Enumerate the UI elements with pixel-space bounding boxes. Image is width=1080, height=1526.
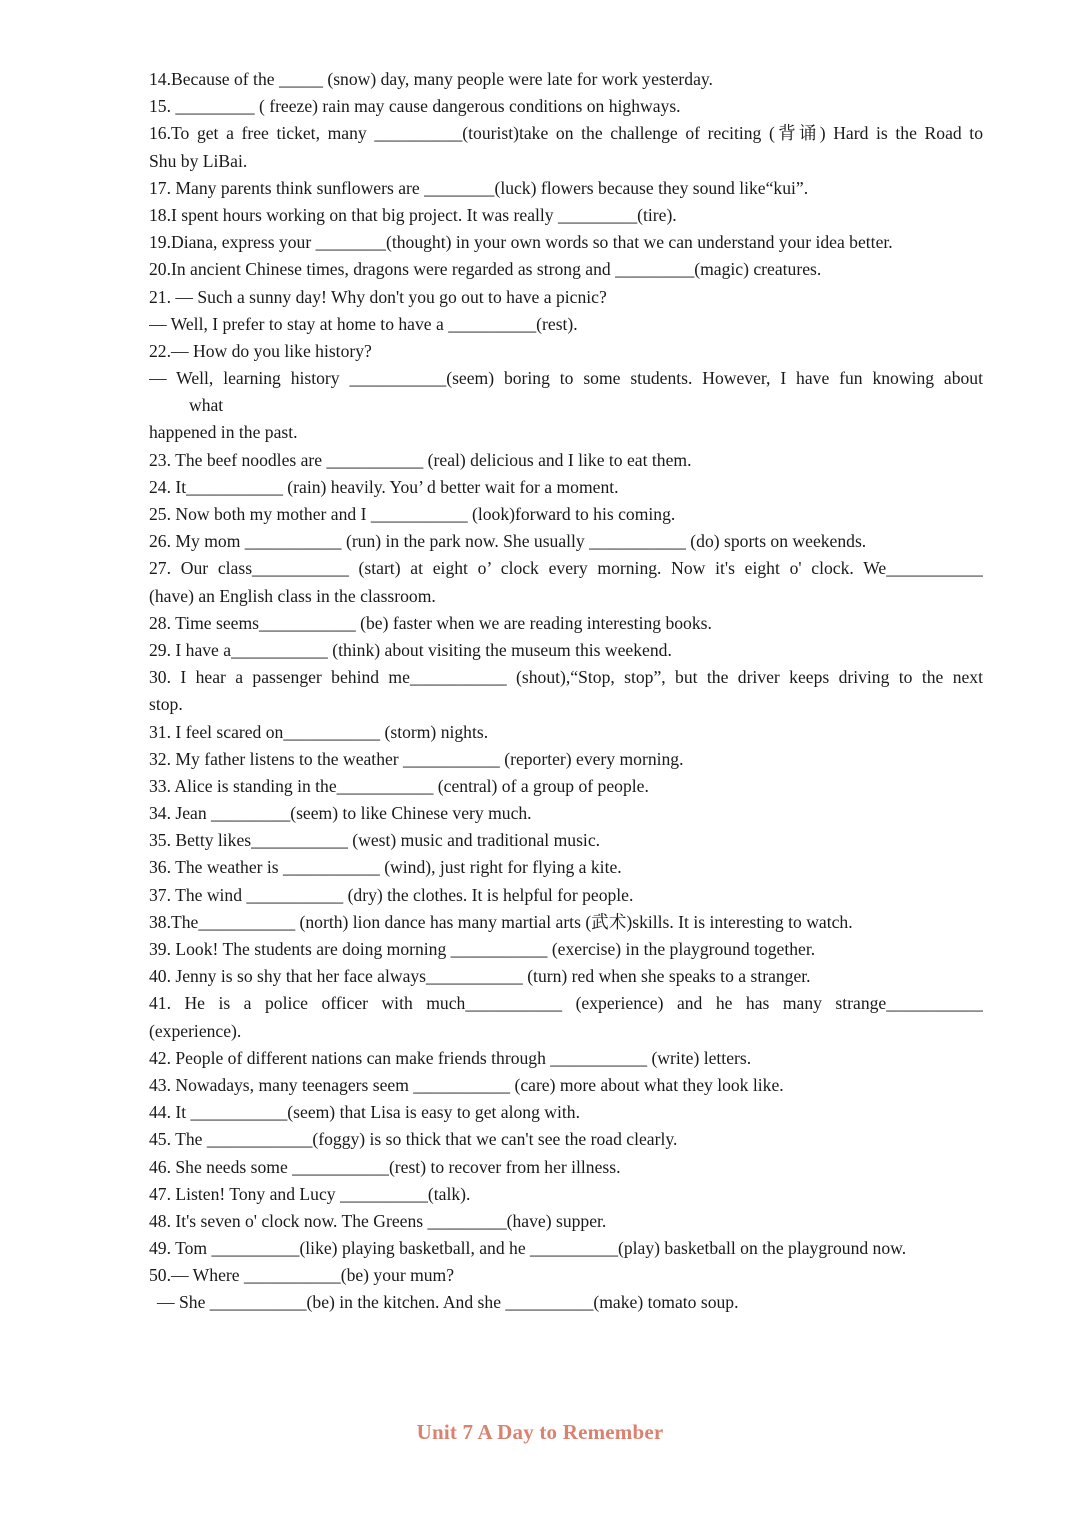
text-line: 48. It's seven o' clock now. The Greens _________(have) supper. [149, 1210, 607, 1231]
text-line: 18.I spent hours working on that big project. It was really _________(tire). [149, 204, 677, 225]
text-line: 34. Jean _________(seem) to like Chinese very much. [149, 803, 532, 824]
text-line: 44. It ___________(seem) that Lisa is easy to get along with. [149, 1102, 580, 1123]
text-line: 38.The___________ (north) lion dance has many martial arts (武术)skills. It is interesting to watch. [149, 911, 853, 932]
text-line: 43. Nowadays, many teenagers seem ___________ (care) more about what they look like. [149, 1074, 784, 1095]
text-line: 49. Tom __________(like) playing basketball, and he __________(play) basketball on the playground now. [149, 1238, 907, 1259]
text-line: 19.Diana, express your ________(thought) in your own words so that we can understand your idea better. [149, 232, 893, 253]
text-line: 47. Listen! Tony and Lucy __________(talk). [149, 1183, 471, 1204]
unit-title-footer: Unit 7 A Day to Remember [416, 1420, 664, 1444]
text-line: — Well, learning history ___________(seem) boring to some students. However, I have fun knowing about [149, 368, 983, 389]
text-line: 25. Now both my mother and I ___________ (look)forward to his coming. [149, 504, 676, 524]
text-line: happened in the past. [149, 422, 298, 443]
text-line: 36. The weather is ___________ (wind), just right for flying a kite. [149, 857, 622, 878]
text-line: Shu by LiBai. [149, 150, 248, 171]
text-line: 14.Because of the _____ (snow) day, many people were late for work yesterday. [149, 69, 713, 89]
text-line: — Well, I prefer to stay at home to have a __________(rest). [149, 313, 578, 334]
text-line: 32. My father listens to the weather ___________ (reporter) every morning. [149, 748, 684, 769]
text-line: 33. Alice is standing in the___________ (central) of a group of people. [149, 775, 649, 796]
text-line: 15. _________ ( freeze) rain may cause dangerous conditions on highways. [149, 96, 681, 117]
text-line: (have) an English class in the classroom. [149, 585, 436, 606]
text-line: 23. The beef noodles are ___________ (real) delicious and I like to eat them. [149, 449, 692, 470]
text-line: 46. She needs some ___________(rest) to recover from her illness. [149, 1156, 621, 1177]
text-line: 35. Betty likes___________ (west) music and traditional music. [149, 830, 601, 851]
text-line: 31. I feel scared on___________ (storm) nights. [149, 721, 489, 742]
exercise-lines [149, 66, 983, 1317]
text-line: 39. Look! The students are doing morning ___________ (exercise) in the playground together. [149, 939, 816, 959]
text-line: what [189, 395, 224, 416]
text-line: 30. I hear a passenger behind me___________ (shout),“Stop, stop”, but the driver keeps driving to the next [149, 667, 983, 688]
text-line: 28. Time seems___________ (be) faster when we are reading interesting books. [149, 612, 712, 633]
text-line: 26. My mom ___________ (run) in the park now. She usually ___________ (do) sports on weekends. [149, 531, 867, 552]
text-line: 27. Our class___________ (start) at eight o’ clock every morning. Now it's eight o' clock. We___________ [149, 558, 983, 579]
text-line: 50.— Where ___________(be) your mum? [149, 1265, 455, 1286]
text-line: — She ___________(be) in the kitchen. And she __________(make) tomato soup. [157, 1292, 739, 1313]
text-line: 41. He is a police officer with much___________ (experience) and he has many strange___________ [149, 993, 983, 1014]
text-line: 16.To get a free ticket, many __________(tourist)take on the challenge of reciting (背诵) Hard is the Road to [149, 123, 983, 144]
text-line: stop. [149, 694, 183, 715]
text-line: 17. Many parents think sunflowers are ________(luck) flowers because they sound like“kui”. [149, 177, 809, 198]
text-line: 22.— How do you like history? [149, 340, 372, 361]
text-line: (experience). [149, 1020, 242, 1041]
text-line: 21. — Such a sunny day! Why don't you go out to have a picnic? [149, 286, 607, 307]
text-line: 37. The wind ___________ (dry) the clothes. It is helpful for people. [149, 884, 634, 905]
text-line: 24. It___________ (rain) heavily. You’ d better wait for a moment. [149, 476, 619, 497]
text-line: 40. Jenny is so shy that her face always___________ (turn) red when she speaks to a stranger. [149, 966, 811, 987]
text-line: 20.In ancient Chinese times, dragons were regarded as strong and _________(magic) creatures. [149, 259, 822, 280]
text-line: 29. I have a___________ (think) about visiting the museum this weekend. [149, 639, 672, 660]
text-line: 45. The ____________(foggy) is so thick that we can't see the road clearly. [149, 1129, 678, 1150]
text-line: 42. People of different nations can make friends through ___________ (write) letters. [149, 1047, 752, 1068]
